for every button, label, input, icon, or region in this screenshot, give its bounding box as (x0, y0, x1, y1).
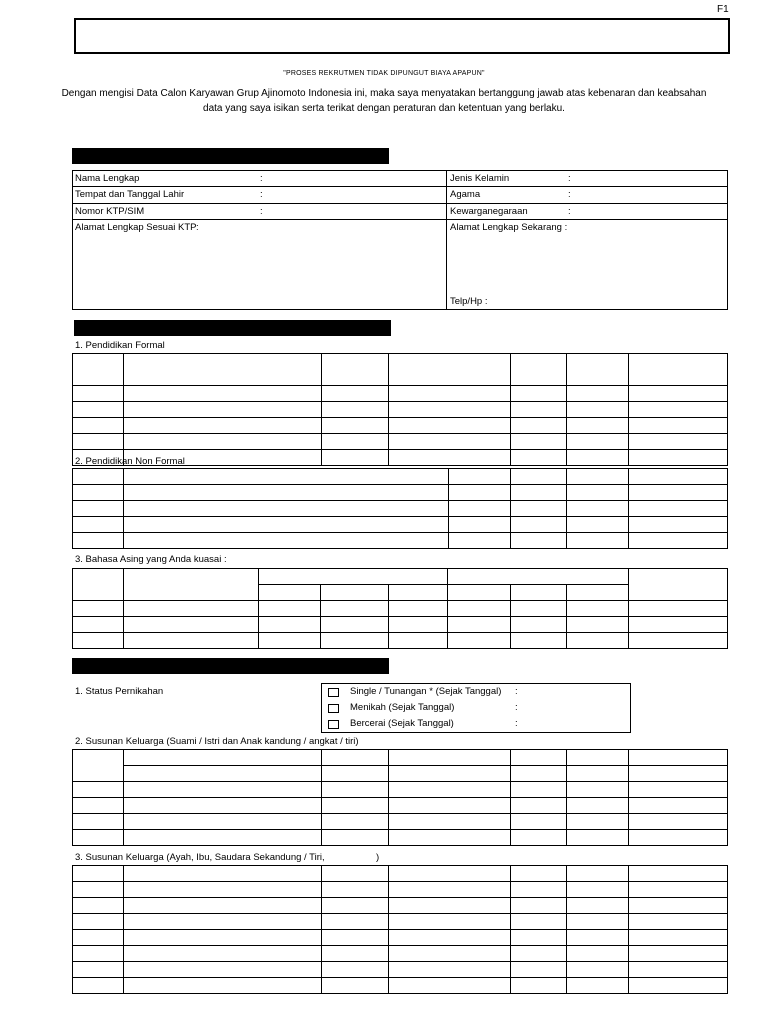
table-cell[interactable] (389, 830, 511, 846)
form-code: F1 (717, 4, 729, 15)
table-cell[interactable] (567, 766, 629, 782)
table-cell[interactable] (389, 418, 511, 434)
label-ktp: Nomor KTP/SIM (75, 206, 145, 217)
checkbox-bercerai[interactable] (328, 720, 339, 729)
table-cell[interactable] (567, 866, 629, 882)
table-cell[interactable] (511, 617, 567, 633)
table-cell[interactable] (511, 750, 567, 766)
label-kewarganegaraan: Kewarganegaraan (450, 206, 528, 217)
table-cell[interactable] (322, 882, 389, 898)
table-cell[interactable] (73, 814, 124, 830)
table-cell[interactable] (567, 386, 629, 402)
table-cell[interactable] (389, 962, 511, 978)
table-cell[interactable] (629, 533, 728, 549)
checkbox-menikah[interactable] (328, 704, 339, 713)
colon: : (515, 702, 518, 713)
table-cell[interactable] (567, 601, 629, 617)
table-cell[interactable] (124, 418, 322, 434)
option-single-label: Single / Tunangan * (Sejak Tanggal) (350, 686, 502, 697)
table-cell[interactable] (389, 930, 511, 946)
table-cell[interactable] (322, 914, 389, 930)
table-cell[interactable] (567, 882, 629, 898)
table-cell[interactable] (629, 501, 728, 517)
table-cell[interactable] (259, 569, 448, 585)
table-row (73, 418, 728, 434)
table-cell[interactable] (511, 533, 567, 549)
table-cell[interactable] (629, 485, 728, 501)
label-telp: Telp/Hp : (450, 296, 488, 307)
label-pendidikan-formal: 1. Pendidikan Formal (75, 340, 165, 351)
table-cell[interactable] (389, 402, 511, 418)
table-cell[interactable] (73, 418, 124, 434)
table-cell[interactable] (629, 633, 728, 649)
table-cell[interactable] (124, 617, 259, 633)
table-cell[interactable] (511, 782, 567, 798)
table-cell[interactable] (389, 782, 511, 798)
table-cell[interactable] (389, 946, 511, 962)
table-row (73, 978, 728, 994)
table-cell[interactable] (73, 469, 124, 485)
label-susunan-keluarga-inti: 2. Susunan Keluarga (Suami / Istri dan Anak kandung / angkat / tiri) (75, 736, 359, 747)
table-bahasa-asing (72, 568, 728, 649)
table-cell[interactable] (629, 830, 728, 846)
colon: : (568, 189, 571, 200)
table-cell[interactable] (73, 517, 124, 533)
label-nama: Nama Lengkap (75, 173, 140, 184)
table-cell[interactable] (124, 434, 322, 450)
table-cell[interactable] (124, 533, 449, 549)
table-cell[interactable] (511, 633, 567, 649)
table-cell[interactable] (124, 750, 322, 766)
table-cell[interactable] (322, 434, 389, 450)
table-cell[interactable] (511, 882, 567, 898)
table-row (73, 830, 728, 846)
table-cell[interactable] (567, 617, 629, 633)
table-cell[interactable] (322, 978, 389, 994)
table-cell[interactable] (124, 866, 322, 882)
table-cell[interactable] (511, 914, 567, 930)
table-cell[interactable] (73, 633, 124, 649)
table-cell[interactable] (322, 354, 389, 386)
table-cell[interactable] (449, 517, 511, 533)
table-cell[interactable] (448, 569, 629, 585)
table-cell[interactable] (511, 930, 567, 946)
table-cell[interactable] (511, 946, 567, 962)
table-cell[interactable] (448, 633, 511, 649)
table-cell[interactable] (567, 914, 629, 930)
table-pendidikan-formal (72, 353, 728, 466)
table-cell[interactable] (511, 962, 567, 978)
declaration-line-1: Dengan mengisi Data Calon Karyawan Grup Ajinomoto Indonesia ini, maka saya menyatakan bertanggung jawab atas kebenaran dan keabsahan (61, 88, 707, 99)
table-cell[interactable] (124, 930, 322, 946)
table-cell[interactable] (124, 766, 322, 782)
table-cell[interactable] (259, 633, 321, 649)
table-cell[interactable] (567, 814, 629, 830)
table-cell[interactable] (389, 750, 511, 766)
table-cell[interactable] (629, 750, 728, 766)
table-cell[interactable] (389, 978, 511, 994)
table-cell[interactable] (511, 978, 567, 994)
table-row (73, 814, 728, 830)
table-row (73, 766, 728, 782)
section-bar-family (72, 658, 389, 674)
table-cell[interactable] (511, 485, 567, 501)
table-cell[interactable] (389, 585, 448, 601)
table-cell[interactable] (322, 782, 389, 798)
table-cell[interactable] (124, 517, 449, 533)
table-cell[interactable] (322, 962, 389, 978)
table-cell[interactable] (124, 830, 322, 846)
table-cell[interactable] (321, 601, 389, 617)
table-cell[interactable] (567, 402, 629, 418)
checkbox-single[interactable] (328, 688, 339, 697)
table-cell[interactable] (629, 434, 728, 450)
table-cell[interactable] (567, 533, 629, 549)
table-cell[interactable] (567, 930, 629, 946)
table-cell[interactable] (567, 434, 629, 450)
table-cell[interactable] (389, 434, 511, 450)
table-row (73, 617, 728, 633)
table-cell[interactable] (389, 450, 511, 466)
table-cell[interactable] (629, 946, 728, 962)
table-row (73, 798, 728, 814)
table-cell[interactable] (73, 866, 124, 882)
colon: : (568, 206, 571, 217)
table-cell[interactable] (511, 418, 567, 434)
table-cell[interactable] (73, 978, 124, 994)
table-cell[interactable] (629, 898, 728, 914)
table-cell[interactable] (567, 750, 629, 766)
table-row (73, 601, 728, 617)
table-cell[interactable] (124, 601, 259, 617)
label-status-pernikahan: 1. Status Pernikahan (75, 686, 164, 697)
notice-text: "PROSES REKRUTMEN TIDAK DIPUNGUT BIAYA APAPUN" (283, 70, 485, 77)
colon: : (260, 189, 263, 200)
table-cell[interactable] (511, 469, 567, 485)
table-cell[interactable] (322, 930, 389, 946)
table-cell[interactable] (73, 750, 124, 782)
table-cell[interactable] (389, 898, 511, 914)
table-row (73, 882, 728, 898)
colon: : (260, 206, 263, 217)
table-cell[interactable] (73, 782, 124, 798)
table-cell[interactable] (567, 633, 629, 649)
table-cell[interactable] (389, 601, 448, 617)
table-cell[interactable] (567, 469, 629, 485)
table-cell[interactable] (73, 402, 124, 418)
table-cell[interactable] (567, 485, 629, 501)
table-cell[interactable] (73, 569, 124, 601)
table-cell[interactable] (511, 830, 567, 846)
table-cell[interactable] (73, 617, 124, 633)
table-cell[interactable] (322, 450, 389, 466)
table-cell[interactable] (322, 830, 389, 846)
table-cell[interactable] (567, 354, 629, 386)
label-alamat-sekarang: Alamat Lengkap Sekarang : (450, 222, 568, 233)
table-cell[interactable] (124, 485, 449, 501)
table-cell[interactable] (449, 485, 511, 501)
table-cell[interactable] (321, 617, 389, 633)
table-cell[interactable] (389, 354, 511, 386)
table-cell[interactable] (124, 469, 449, 485)
table-cell[interactable] (389, 633, 448, 649)
closing-paren: ) (376, 852, 380, 863)
table-header-row (73, 354, 728, 386)
table-cell[interactable] (73, 601, 124, 617)
table-cell[interactable] (511, 402, 567, 418)
table-cell[interactable] (73, 882, 124, 898)
table-cell[interactable] (629, 601, 728, 617)
table-cell[interactable] (73, 485, 124, 501)
table-row (73, 434, 728, 450)
table-cell[interactable] (511, 766, 567, 782)
table-cell[interactable] (73, 798, 124, 814)
table-cell[interactable] (259, 601, 321, 617)
label-jenis-kelamin: Jenis Kelamin (450, 173, 510, 184)
label-ttl: Tempat dan Tanggal Lahir (75, 189, 185, 200)
table-header-row (73, 469, 728, 485)
table-cell[interactable] (629, 354, 728, 386)
table-cell[interactable] (567, 782, 629, 798)
table-cell[interactable] (511, 386, 567, 402)
table-cell[interactable] (322, 798, 389, 814)
table-cell[interactable] (124, 914, 322, 930)
form-title-box (74, 18, 730, 54)
table-cell[interactable] (73, 501, 124, 517)
table-cell[interactable] (259, 585, 321, 601)
table-cell[interactable] (124, 814, 322, 830)
colon: : (260, 173, 263, 184)
table-cell[interactable] (448, 585, 511, 601)
declaration-line-2: data yang saya isikan serta terikat dengan peraturan dan ketentuan yang berlaku. (203, 103, 565, 114)
table-cell[interactable] (567, 898, 629, 914)
table-cell[interactable] (629, 418, 728, 434)
table-row (73, 866, 728, 882)
table-cell[interactable] (389, 914, 511, 930)
table-cell[interactable] (629, 782, 728, 798)
section-bar-education (74, 320, 391, 336)
section-bar-personal (72, 148, 389, 164)
table-cell[interactable] (629, 386, 728, 402)
table-cell[interactable] (124, 569, 259, 601)
table-cell[interactable] (124, 978, 322, 994)
table-cell[interactable] (629, 617, 728, 633)
table-cell[interactable] (567, 978, 629, 994)
table-cell[interactable] (73, 898, 124, 914)
table-cell[interactable] (124, 962, 322, 978)
table-row (73, 386, 728, 402)
table-pendidikan-non-formal (72, 468, 728, 549)
table-susunan-keluarga-inti (72, 749, 728, 846)
table-cell[interactable] (124, 946, 322, 962)
table-cell[interactable] (389, 617, 448, 633)
colon: : (515, 686, 518, 697)
table-cell[interactable] (511, 798, 567, 814)
table-cell[interactable] (322, 386, 389, 402)
table-cell[interactable] (124, 354, 322, 386)
colon: : (515, 718, 518, 729)
table-row (73, 782, 728, 798)
table-cell[interactable] (322, 402, 389, 418)
table-cell[interactable] (567, 418, 629, 434)
table-row (73, 501, 728, 517)
table-cell[interactable] (567, 517, 629, 533)
label-bahasa-asing: 3. Bahasa Asing yang Anda kuasai : (75, 554, 227, 565)
table-cell[interactable] (73, 930, 124, 946)
table-cell[interactable] (389, 386, 511, 402)
table-cell[interactable] (511, 501, 567, 517)
label-pendidikan-non-formal: 2. Pendidikan Non Formal (75, 456, 185, 467)
table-cell[interactable] (73, 962, 124, 978)
table-cell[interactable] (389, 814, 511, 830)
table-cell[interactable] (321, 633, 389, 649)
table-row (73, 914, 728, 930)
table-row (73, 930, 728, 946)
table-cell[interactable] (629, 450, 728, 466)
table-cell[interactable] (511, 450, 567, 466)
table-cell[interactable] (629, 978, 728, 994)
table-cell[interactable] (73, 533, 124, 549)
table-cell[interactable] (567, 798, 629, 814)
option-menikah-label: Menikah (Sejak Tanggal) (350, 702, 455, 713)
table-row (73, 402, 728, 418)
table-row (73, 962, 728, 978)
table-row (73, 946, 728, 962)
table-cell[interactable] (124, 633, 259, 649)
table-cell[interactable] (511, 585, 567, 601)
table-cell[interactable] (511, 354, 567, 386)
table-row (73, 898, 728, 914)
table-cell[interactable] (73, 914, 124, 930)
table-cell[interactable] (511, 434, 567, 450)
table-cell[interactable] (629, 914, 728, 930)
table-cell[interactable] (511, 814, 567, 830)
table-cell[interactable] (511, 898, 567, 914)
table-cell[interactable] (124, 898, 322, 914)
table-cell[interactable] (629, 962, 728, 978)
table-cell[interactable] (629, 517, 728, 533)
table-cell[interactable] (322, 946, 389, 962)
table-cell[interactable] (448, 617, 511, 633)
table-cell[interactable] (389, 766, 511, 782)
table-cell[interactable] (629, 766, 728, 782)
table-cell[interactable] (511, 601, 567, 617)
table-cell[interactable] (449, 533, 511, 549)
table-cell[interactable] (389, 798, 511, 814)
table-cell[interactable] (448, 601, 511, 617)
table-cell[interactable] (629, 402, 728, 418)
table-header-row (73, 569, 728, 585)
table-cell[interactable] (124, 782, 322, 798)
table-cell[interactable] (567, 962, 629, 978)
table-row (73, 633, 728, 649)
table-cell[interactable] (322, 814, 389, 830)
table-cell[interactable] (322, 418, 389, 434)
table-cell[interactable] (389, 882, 511, 898)
table-cell[interactable] (322, 766, 389, 782)
table-cell[interactable] (511, 517, 567, 533)
table-cell[interactable] (321, 585, 389, 601)
table-cell[interactable] (567, 450, 629, 466)
table-cell[interactable] (322, 898, 389, 914)
table-cell[interactable] (73, 386, 124, 402)
label-agama: Agama (450, 189, 481, 200)
table-cell[interactable] (449, 501, 511, 517)
table-cell[interactable] (629, 814, 728, 830)
table-cell[interactable] (449, 469, 511, 485)
table-cell[interactable] (629, 882, 728, 898)
table-cell[interactable] (124, 402, 322, 418)
table-cell[interactable] (73, 434, 124, 450)
table-cell[interactable] (124, 501, 449, 517)
table-cell[interactable] (629, 798, 728, 814)
table-cell[interactable] (629, 469, 728, 485)
table-cell[interactable] (629, 930, 728, 946)
colon: : (568, 173, 571, 184)
table-cell[interactable] (567, 585, 629, 601)
table-row (73, 517, 728, 533)
label-alamat-ktp: Alamat Lengkap Sesuai KTP (75, 222, 197, 233)
table-cell[interactable] (629, 866, 728, 882)
table-cell[interactable] (73, 354, 124, 386)
table-cell[interactable] (567, 830, 629, 846)
table-row (73, 533, 728, 549)
table-cell[interactable] (73, 830, 124, 846)
table-row (73, 485, 728, 501)
label-susunan-keluarga-asal: 3. Susunan Keluarga (Ayah, Ibu, Saudara Sekandung / Tiri, (75, 852, 325, 863)
table-cell[interactable] (124, 386, 322, 402)
option-bercerai-label: Bercerai (Sejak Tanggal) (350, 718, 454, 729)
table-cell[interactable] (567, 946, 629, 962)
table-cell[interactable] (629, 569, 728, 601)
table-cell[interactable] (322, 750, 389, 766)
table-cell[interactable] (389, 866, 511, 882)
table-cell[interactable] (511, 866, 567, 882)
table-susunan-keluarga-asal (72, 865, 728, 994)
table-cell[interactable] (73, 946, 124, 962)
table-row (73, 750, 728, 766)
table-cell[interactable] (259, 617, 321, 633)
table-cell[interactable] (124, 882, 322, 898)
table-cell[interactable] (322, 866, 389, 882)
table-cell[interactable] (567, 501, 629, 517)
table-cell[interactable] (124, 798, 322, 814)
colon: : (196, 222, 199, 233)
